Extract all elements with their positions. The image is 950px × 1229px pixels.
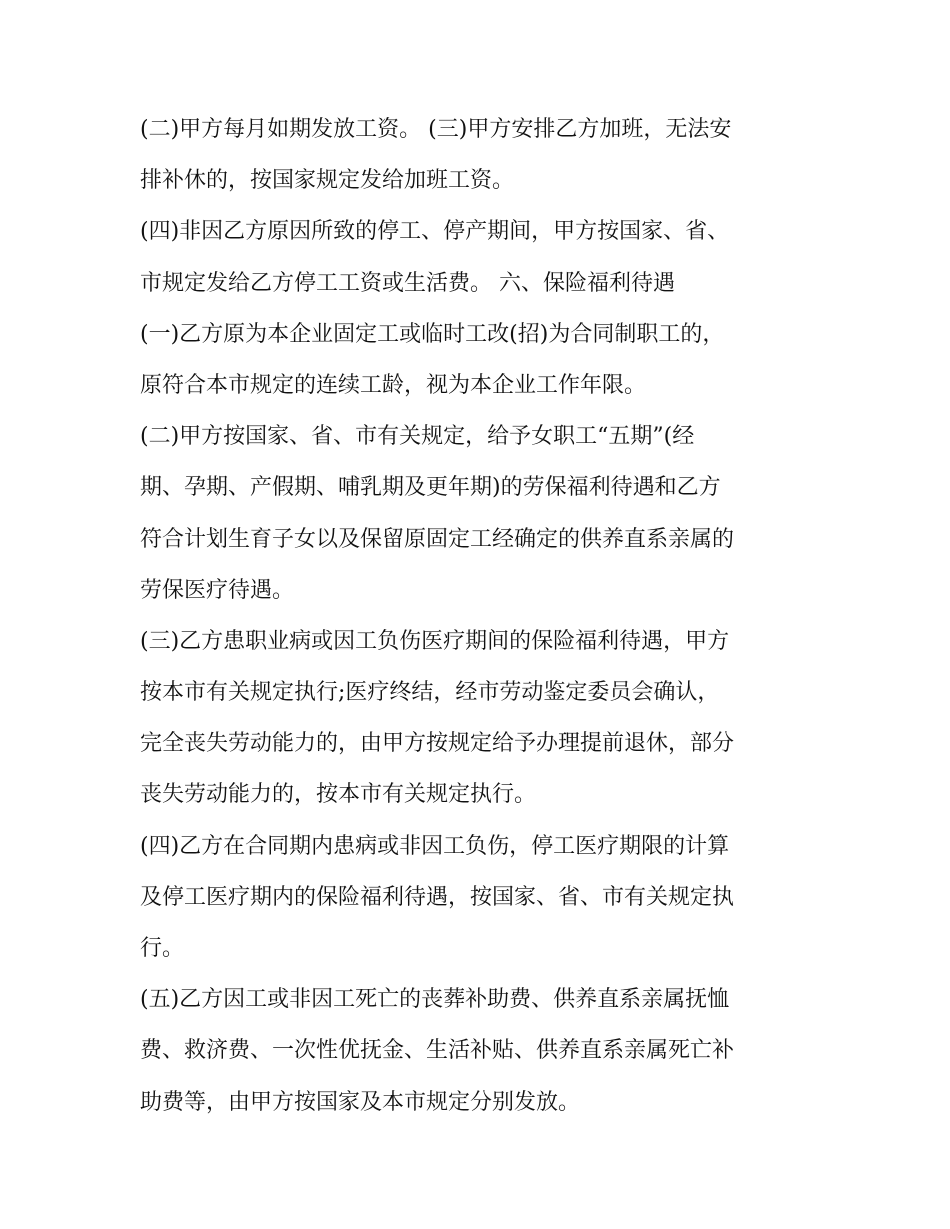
text-line: 原符合本市规定的连续工龄，视为本企业工作年限。 <box>140 372 647 398</box>
text-line: 排补休的，按国家规定发给加班工资。 <box>140 168 515 194</box>
text-line: 完全丧失劳动能力的，由甲方按规定给予办理提前退休，部分 <box>140 731 735 757</box>
text-line: 费、救济费、一次性优抚金、生活补贴、供养直系亲属死亡补 <box>140 1038 735 1064</box>
text-line: 丧失劳动能力的，按本市有关规定执行。 <box>140 782 537 808</box>
text-line: 期、孕期、产假期、哺乳期及更年期)的劳保福利待遇和乙方 <box>140 475 721 501</box>
text-line: 助费等，由甲方按国家及本市规定分别发放。 <box>140 1089 581 1115</box>
text-line: (二)甲方按国家、省、市有关规定，给予女职工“五期”(经 <box>140 424 695 450</box>
text-line: 及停工医疗期内的保险福利待遇，按国家、省、市有关规定执 <box>140 884 735 910</box>
text-line: (四)乙方在合同期内患病或非因工负伤，停工医疗期限的计算 <box>140 833 730 859</box>
text-line: 符合计划生育子女以及保留原固定工经确定的供养直系亲属的 <box>140 526 735 552</box>
text-line: 市规定发给乙方停工工资或生活费。 六、保险福利待遇 <box>140 270 675 296</box>
text-line: (二)甲方每月如期发放工资。 (三)甲方安排乙方加班，无法安 <box>140 117 732 142</box>
text-line: 行。 <box>140 936 185 961</box>
text-line: 按本市有关规定执行;医疗终结，经市劳动鉴定委员会确认， <box>140 680 720 706</box>
text-line: (五)乙方因工或非因工死亡的丧葬补助费、供养直系亲属抚恤 <box>140 987 730 1013</box>
text-line: (四)非因乙方原因所致的停工、停产期间，甲方按国家、省、 <box>140 219 730 245</box>
document-body <box>140 104 820 1128</box>
text-line: 劳保医疗待遇。 <box>140 577 295 603</box>
text-line: (一)乙方原为本企业固定工或临时工改(招)为合同制职工的， <box>140 321 725 347</box>
text-line: (三)乙方患职业病或因工负伤医疗期间的保险福利待遇，甲方 <box>140 628 730 654</box>
